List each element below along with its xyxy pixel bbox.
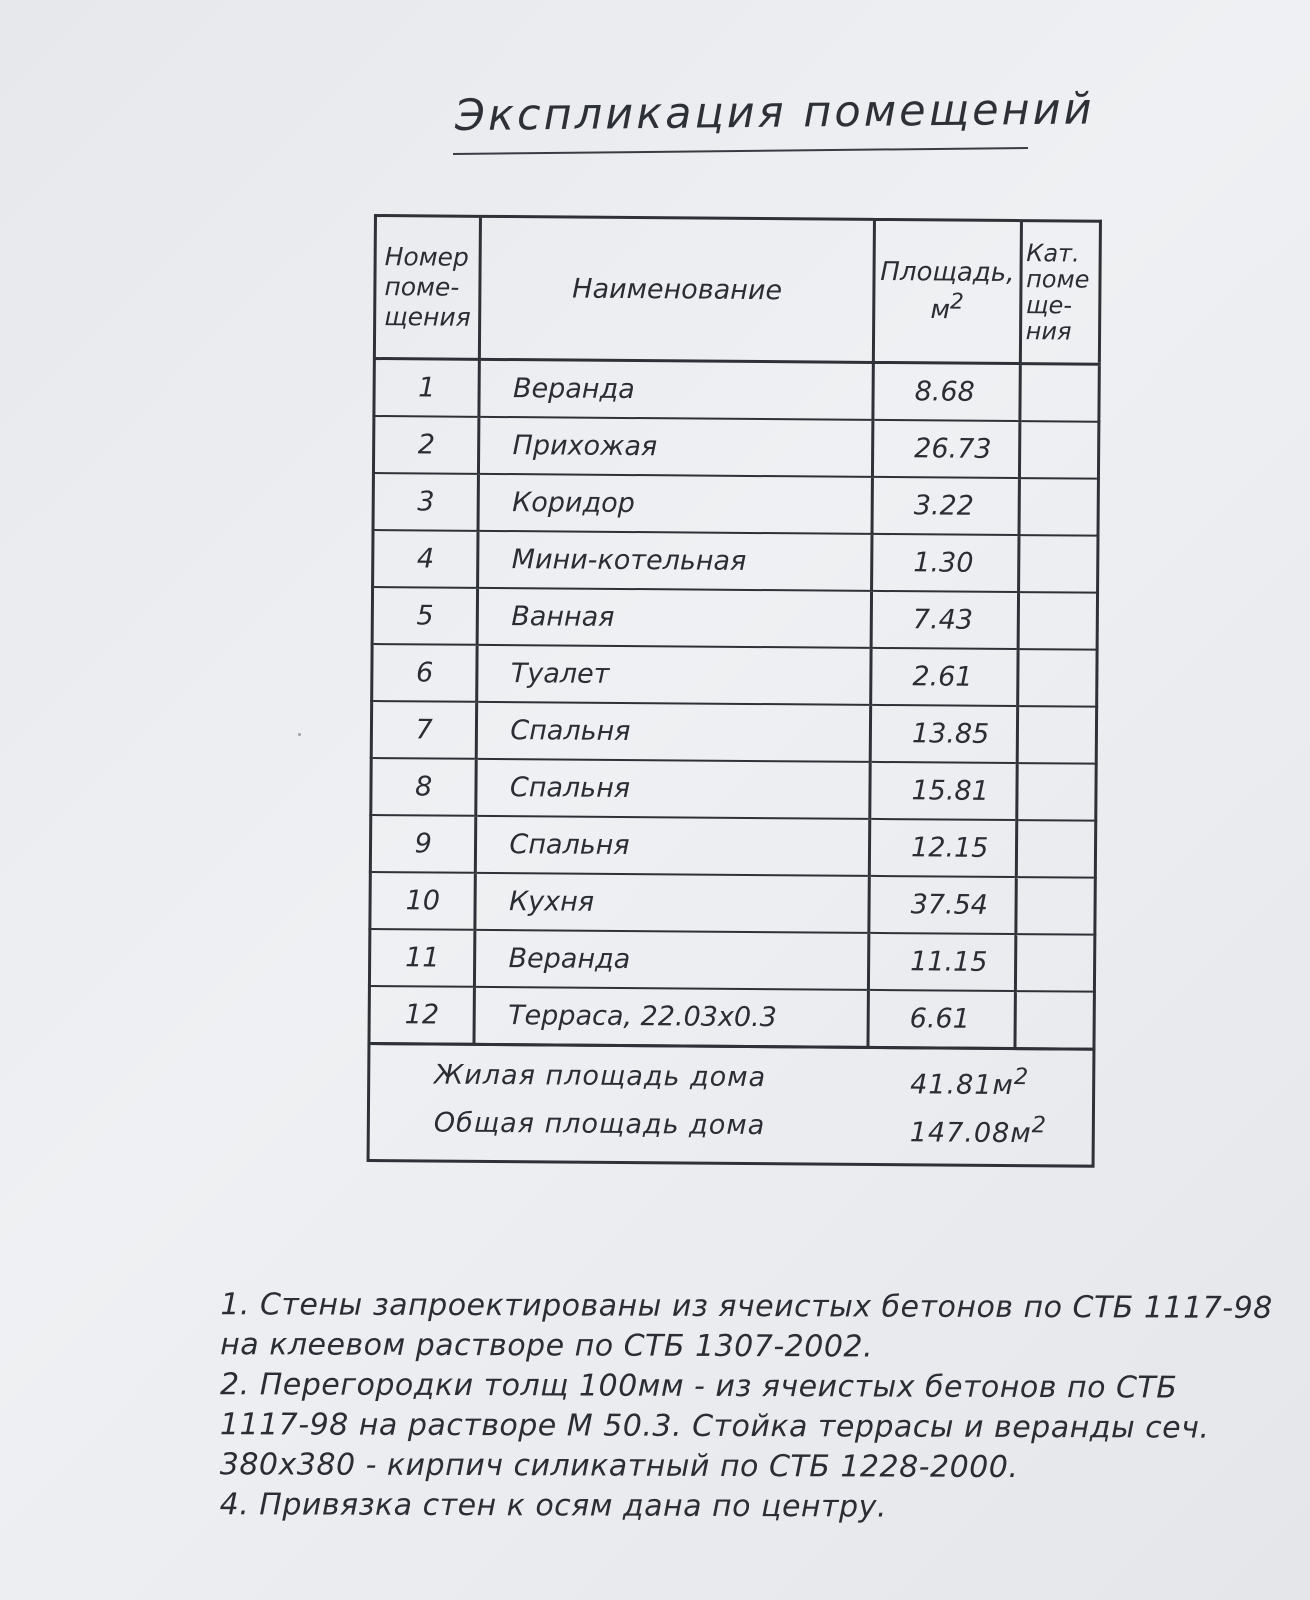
room-number: 3 [373,473,479,531]
table-row [374,359,1099,422]
notes-block [219,1285,1273,1529]
note-line: 1117-98 на растворе М 50.3. Стойка террасы и веранды сеч. [219,1407,1210,1446]
room-name: Спальня [476,759,870,819]
room-category [1016,877,1096,935]
note-line: 4. Привязка стен к осям дана по центру. [219,1487,887,1525]
table-row [373,530,1098,593]
totals-block [367,1042,1096,1168]
room-category [1015,991,1095,1049]
header-area-unit: м [930,295,951,326]
room-name: Спальня [477,702,871,762]
room-category [1019,478,1099,536]
table-row [372,587,1097,650]
total-area-label: Общая площадь дома [433,1107,766,1142]
table-row [370,872,1095,935]
note-line: 380x380 - кирпич силикатный по СТБ 1228-2000. [219,1447,1019,1485]
header-area-unit-wrap [875,287,1019,326]
room-number: 2 [373,416,479,474]
room-name: Прихожая [479,417,873,477]
room-number: 11 [369,929,475,987]
note-line: 2. Перегородки толщ 100мм - из ячеистых бетонов по СТБ [220,1367,1178,1406]
header-room-number-line: поме- [384,272,460,302]
room-category [1018,592,1098,650]
room-name: Веранда [475,930,869,990]
room-category [1015,934,1095,992]
paper-speck [298,733,301,736]
room-area: 15.81 [870,762,1017,820]
total-area-value [910,1111,1047,1149]
room-category [1016,763,1096,821]
total-area-row [370,1107,1092,1153]
living-area-row [370,1059,1092,1105]
room-number: 4 [373,530,479,588]
total-area-sup: 2 [1031,1112,1048,1139]
header-area-unit-sup: 2 [949,289,964,315]
room-number: 5 [372,587,478,645]
room-name: Терраса, 22.03x0.3 [474,987,868,1048]
room-category [1018,535,1098,593]
room-category [1016,820,1096,878]
living-area-value [910,1063,1029,1101]
room-number: 7 [371,701,477,759]
room-area: 2.61 [871,648,1018,706]
room-name: Спальня [476,816,870,876]
header-room-number-line: щения [384,302,471,332]
room-number: 9 [370,815,476,873]
header-category-line: поме [1026,265,1090,294]
header-room-name: Наименование [480,216,875,362]
living-area-sup: 2 [1013,1064,1030,1091]
room-name: Мини-котельная [478,531,872,591]
title-underline [453,147,1028,155]
room-category [1017,706,1097,764]
room-name: Коридор [478,474,872,534]
room-number: 6 [372,644,478,702]
table-row [369,986,1094,1049]
table-row [371,758,1096,821]
room-category [1020,364,1100,422]
room-area: 1.30 [872,534,1019,592]
room-number: 8 [371,758,477,816]
room-number: 10 [370,872,476,930]
document-title: Экспликация помещений [454,84,1095,142]
header-category-line: ния [1025,317,1072,346]
room-name: Кухня [475,873,869,933]
table-row [372,644,1097,707]
room-area: 13.85 [870,705,1017,763]
room-area: 8.68 [873,362,1020,421]
room-area: 6.61 [868,990,1015,1049]
room-schedule-table [367,214,1102,1168]
header-area [873,219,1021,363]
table-row [373,473,1098,536]
room-area: 11.15 [868,933,1015,991]
header-area-label: Площадь, [880,257,1015,289]
table-header-row [374,216,1100,365]
room-area: 7.43 [871,591,1018,649]
room-area: 12.15 [869,819,1016,877]
room-area: 3.22 [872,477,1019,535]
room-name: Туалет [477,645,871,705]
note-line: 1. Стены запроектированы из ячеистых бетонов по СТБ 1117-98 [220,1287,1273,1326]
table-row [370,815,1095,878]
room-category [1017,649,1097,707]
header-room-number [374,216,481,360]
room-category [1019,421,1099,479]
room-name: Веранда [479,359,873,420]
room-number: 1 [374,359,480,417]
header-room-number-line: Номер [384,242,469,272]
table-row [371,701,1096,764]
table-row [369,929,1094,992]
header-category [1020,221,1100,365]
room-number: 12 [369,986,475,1044]
room-area: 37.54 [869,876,1016,934]
header-category-line: Кат. [1026,239,1080,268]
note-line: на клеевом растворе по СТБ 1307-2002. [220,1327,874,1365]
living-area-number: 41.81м [910,1069,1014,1102]
header-category-line: ще- [1025,291,1073,320]
table-row [373,416,1098,479]
explication-table [367,214,1102,1051]
room-area: 26.73 [872,420,1019,478]
living-area-label: Жилая площадь дома [434,1059,767,1094]
total-area-number: 147.08м [909,1117,1032,1150]
room-name: Ванная [478,588,872,648]
